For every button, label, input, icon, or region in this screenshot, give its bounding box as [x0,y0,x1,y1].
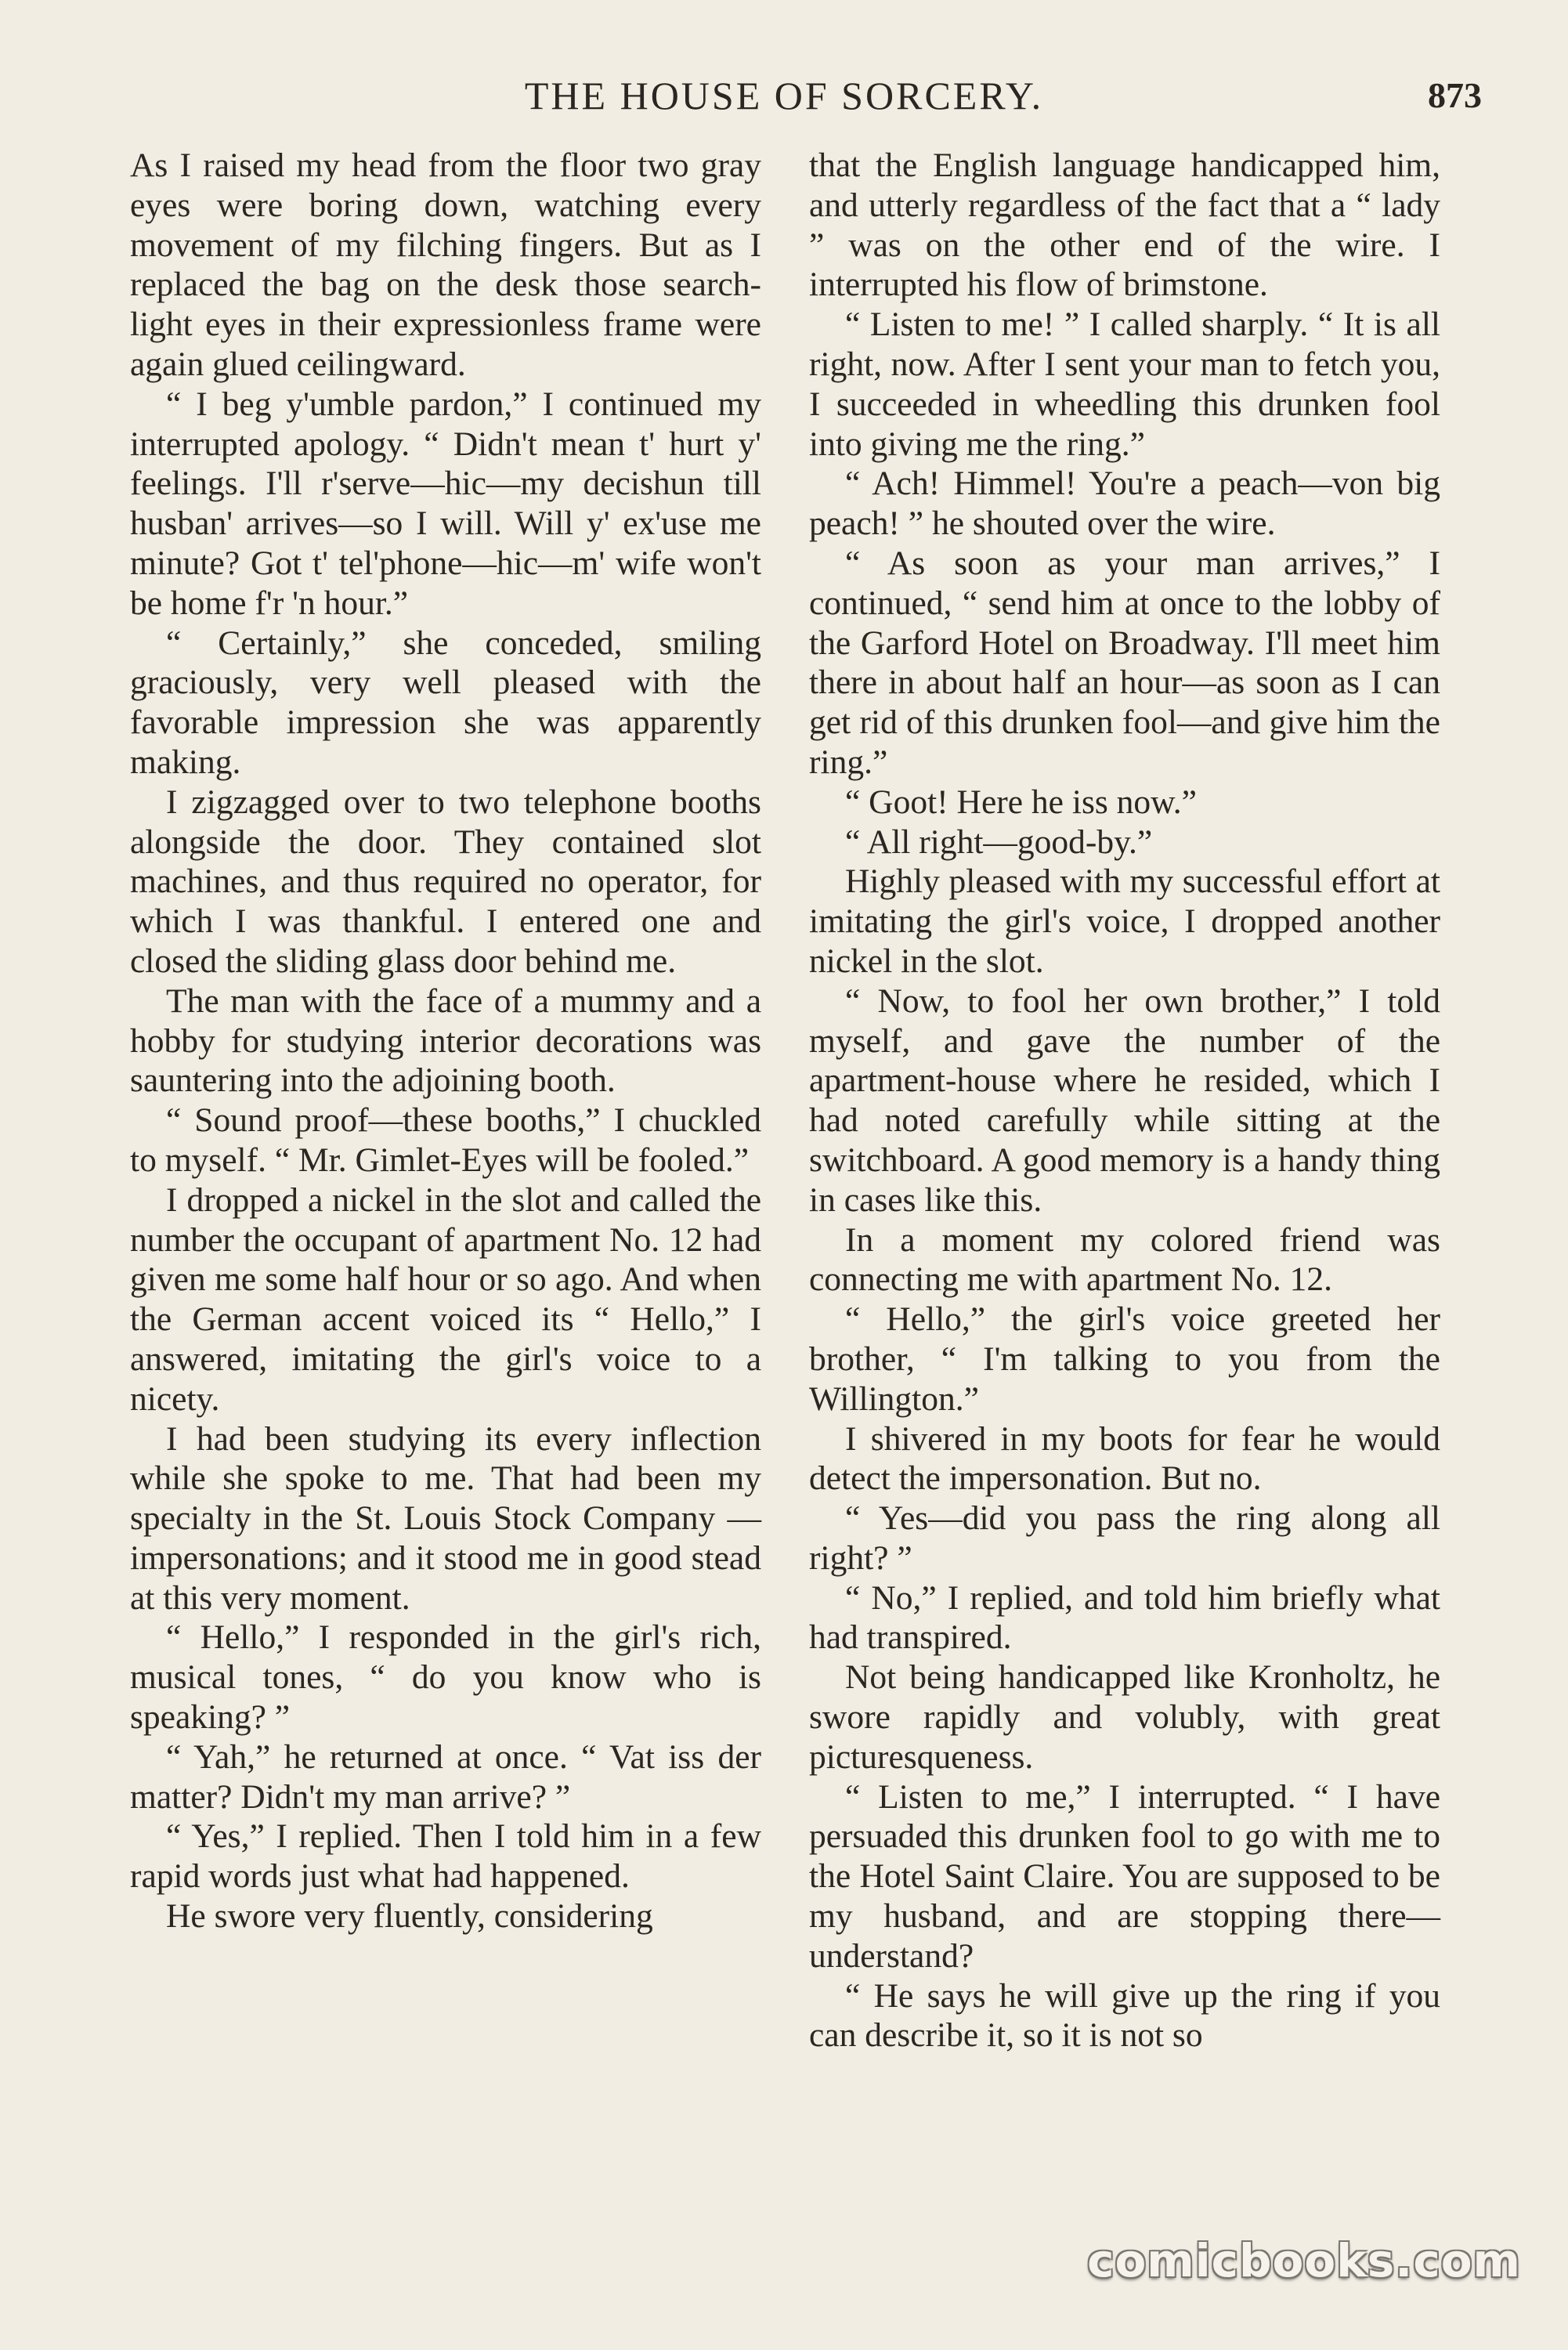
paragraph: “ Listen to me,” I interrupted. “ I have persuaded this drunken fool to go with me to the Hotel Saint Claire. You are supposed to be my husband, and are stopping there—understand? [809,1777,1440,1975]
paragraph: As I raised my head from the floor two gray eyes were boring down, watching every movement of my filching fingers. But as I replaced the bag on the desk those search-light eyes in their expressionless frame were again glued ceilingward. [130,146,761,383]
watermark-logo: comicbooks.com [1087,2234,1521,2287]
right-column [809,146,1440,2055]
paragraph: “ No,” I replied, and told him briefly what had transpired. [809,1578,1440,1657]
paragraph: “ I beg y'umble pardon,” I continued my interrupted apology. “ Didn't mean t' hurt y' feelings. I'll r'serve—hic—my decishun till husban' arrives—so I will. Will y' ex'use me minute? Got t' tel'phone—hic—m' wife won't be home f'r 'n hour.” [130,385,761,622]
left-column [130,146,761,1936]
paragraph: I zigzagged over to two telephone booths alongside the door. They contained slot machines, and thus required no operator, for which I was thankful. I entered one and closed the sliding glass door behind me. [130,783,761,980]
paragraph: I dropped a nickel in the slot and called the number the occupant of apartment No. 12 had given me some half hour or so ago. And when the German accent voiced its “ Hello,” I answered, imitating the girl's voice to a nicety. [130,1180,761,1418]
paragraph: “ Certainly,” she conceded, smiling graciously, very well pleased with the favorable impression she was apparently making. [130,624,761,781]
paragraph: “ Hello,” the girl's voice greeted her brother, “ I'm talking to you from the Willington.” [809,1300,1440,1418]
paragraph: “ Yes—did you pass the ring along all right? ” [809,1499,1440,1577]
paragraph: “ All right—good-by.” [845,822,1153,861]
paragraph: The man with the face of a mummy and a hobby for studying interior decorations was sauntering into the adjoining booth. [130,982,761,1100]
paragraph: Not being handicapped like Kronholtz, he swore rapidly and volubly, with great picturesqueness. [809,1658,1440,1776]
running-title: THE HOUSE OF SORCERY. [524,74,1044,118]
paragraph: I had been studying its every inflection while she spoke to me. That had been my specialty in the St. Louis Stock Company — impersonations; and it stood me in good stead at this very moment. [130,1419,761,1617]
paragraph: He swore very fluently, considering [166,1897,653,1936]
paragraph: “ Yes,” I replied. Then I told him in a few rapid words just what had happened. [130,1817,761,1896]
paragraph: “ Now, to fool her own brother,” I told myself, and gave the number of the apartment-house where he resided, which I had noted carefully while sitting at the switchboard. A good memory is a handy thing in cases like this. [809,982,1440,1219]
paragraph: I shivered in my boots for fear he would detect the impersonation. But no. [809,1419,1440,1498]
paragraph: “ Listen to me! ” I called sharply. “ It is all right, now. After I sent your man to fetch you, I succeeded in wheedling this drunken fool into giving me the ring.” [809,306,1440,463]
paragraph: “ Sound proof—these booths,” I chuckled to myself. “ Mr. Gimlet-Eyes will be fooled.” [130,1101,761,1179]
paragraph: “ Yah,” he returned at once. “ Vat iss der matter? Didn't my man arrive? ” [130,1737,761,1816]
paragraph: In a moment my colored friend was connecting me with apartment No. 12. [809,1220,1440,1299]
paragraph: “ As soon as your man arrives,” I continued, “ send him at once to the lobby of the Garford Hotel on Broadway. I'll meet him there in about half an hour—as soon as I can get rid of this drunken fool—and give him the ring.” [809,544,1440,781]
paragraph: “ Ach! Himmel! You're a peach—von big peach! ” he shouted over the wire. [809,465,1440,543]
paragraph: “ Hello,” I responded in the girl's rich, musical tones, “ do you know who is speaking? ” [130,1618,761,1737]
paragraph: Highly pleased with my successful effort at imitating the girl's voice, I dropped another nickel in the slot. [809,862,1440,980]
page-number: 873 [1428,75,1482,115]
paragraph: “ He says he will give up the ring if you can describe it, so it is not so [809,1976,1440,2055]
paragraph: “ Goot! Here he iss now.” [845,783,1197,821]
paragraph: that the English language handicapped him, and utterly regardless of the fact that a “ lady ” was on the other end of the wire. I interrupted his flow of brimstone. [809,146,1440,304]
page-header [0,64,1568,127]
